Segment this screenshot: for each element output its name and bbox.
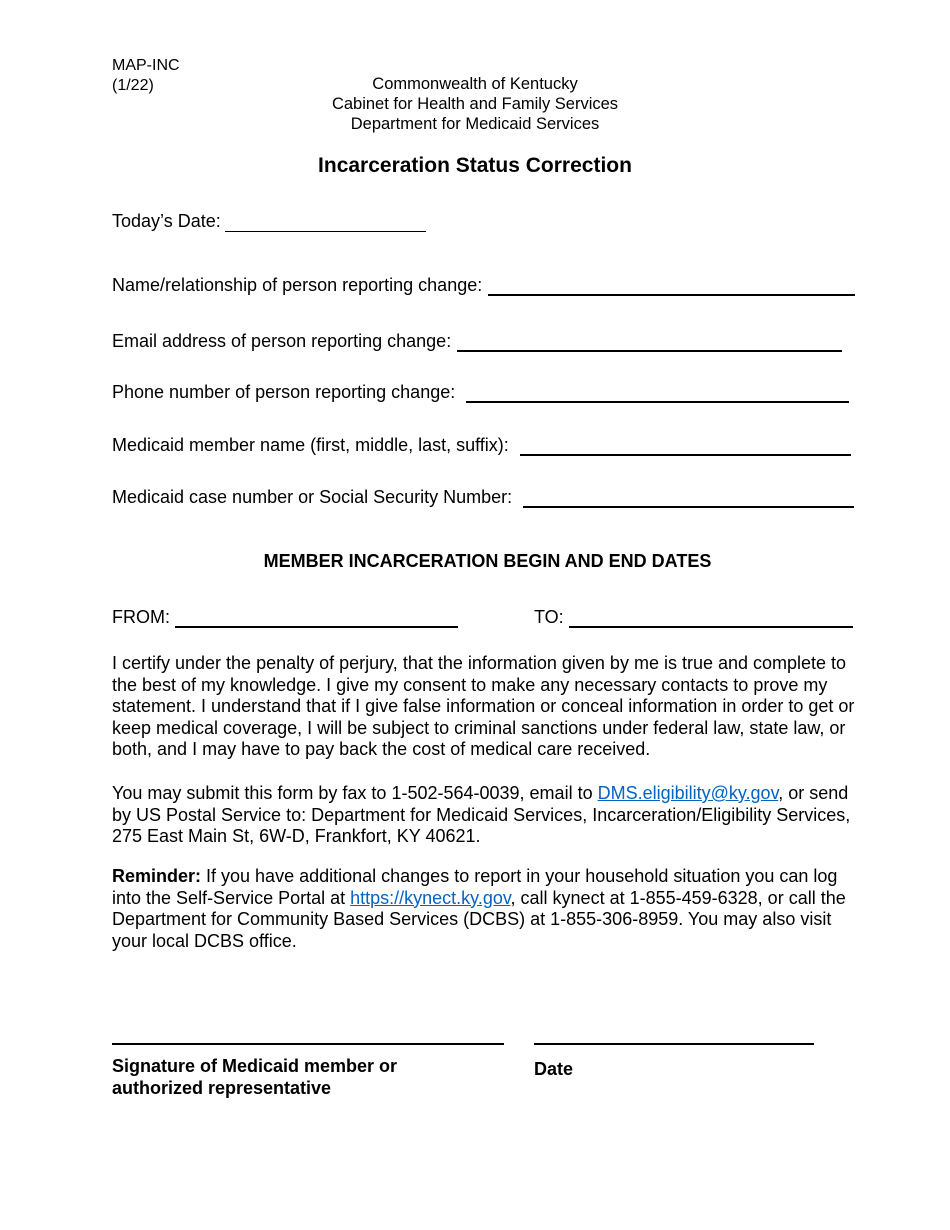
date-label: Date xyxy=(534,1059,574,1079)
member-name-label: Medicaid member name (first, middle, last, suffix): xyxy=(112,435,509,455)
todays-date-field[interactable] xyxy=(112,211,426,232)
header-line-1: Commonwealth of Kentucky xyxy=(372,75,578,93)
email-link[interactable]: DMS.eligibility@ky.gov xyxy=(597,783,779,803)
reporter-phone-input-line[interactable] xyxy=(466,383,849,403)
reminder-text-after: , call kynect at 1-855-459-6328, or call the Department for Community Based Services (DCBS) at 1-855-306-8959. You may also visit your local DCBS office. xyxy=(112,887,846,951)
to-date-field[interactable] xyxy=(534,607,853,628)
reporter-name-input-line[interactable] xyxy=(488,276,855,296)
from-date-input-line[interactable] xyxy=(175,608,458,628)
form-code-id: MAP-INC xyxy=(112,57,180,74)
reporter-phone-label: Phone number of person reporting change: xyxy=(112,382,456,402)
reporter-name-field[interactable] xyxy=(112,275,855,296)
reminder-label: Reminder: xyxy=(112,866,202,886)
page-title: Incarceration Status Correction xyxy=(318,154,632,177)
member-name-input-line[interactable] xyxy=(520,436,851,456)
to-date-input-line[interactable] xyxy=(569,608,853,628)
to-label: TO: xyxy=(534,607,564,627)
kynect-link[interactable]: https://kynect.ky.gov xyxy=(350,887,511,908)
incarceration-dates-heading: MEMBER INCARCERATION BEGIN AND END DATES xyxy=(263,551,712,571)
todays-date-label: Today’s Date: xyxy=(112,211,221,231)
header-line-2: Cabinet for Health and Family Services xyxy=(331,95,619,113)
submit-instructions xyxy=(112,783,862,848)
header-line-3: Department for Medicaid Services xyxy=(350,115,600,133)
reminder-text-before: If you have additional changes to report in your household situation you can log into the Self-Service Portal at xyxy=(112,866,838,908)
form-revision: (1/22) xyxy=(112,77,154,94)
signature-line[interactable] xyxy=(112,1043,504,1045)
submit-text-before: You may submit this form by fax to 1-502-564-0039, email to xyxy=(112,783,598,803)
case-number-input-line[interactable] xyxy=(523,488,854,508)
signature-label-line-1: Signature of Medicaid member or xyxy=(112,1056,398,1076)
signature-label xyxy=(112,1056,397,1099)
submit-text-after: , or send by US Postal Service to: Department for Medicaid Services, Incarceration/Eligibility Services, 275 East Main St, 6W-D, Frankfort, KY 40621. xyxy=(112,783,851,846)
reporter-name-label: Name/relationship of person reporting change: xyxy=(112,275,483,295)
from-date-field[interactable] xyxy=(112,607,458,628)
reporter-email-label: Email address of person reporting change: xyxy=(112,331,452,351)
reporter-email-field[interactable] xyxy=(112,331,842,352)
agency-header xyxy=(0,74,950,134)
certification-text: I certify under the penalty of perjury, that the information given by me is true and complete to the best of my knowledge. I give my consent to make any necessary contacts to prove my statement. I understand that if I give false information or conceal information in order to get or keep medical coverage, I will be subject to criminal sanctions under federal law, state law, or both, and I may have to pay back the cost of medical care received. xyxy=(112,653,855,759)
reporter-email-input-line[interactable] xyxy=(457,332,842,352)
signature-label-line-2: authorized representative xyxy=(112,1077,332,1098)
todays-date-input-line[interactable] xyxy=(225,213,426,232)
signature-date-line[interactable] xyxy=(534,1043,814,1045)
case-number-label: Medicaid case number or Social Security Number: xyxy=(112,487,513,507)
from-label: FROM: xyxy=(112,607,170,627)
reporter-phone-field[interactable] xyxy=(112,382,849,403)
reminder-text xyxy=(112,866,862,952)
member-name-field[interactable] xyxy=(112,435,851,456)
case-number-field[interactable] xyxy=(112,487,854,508)
